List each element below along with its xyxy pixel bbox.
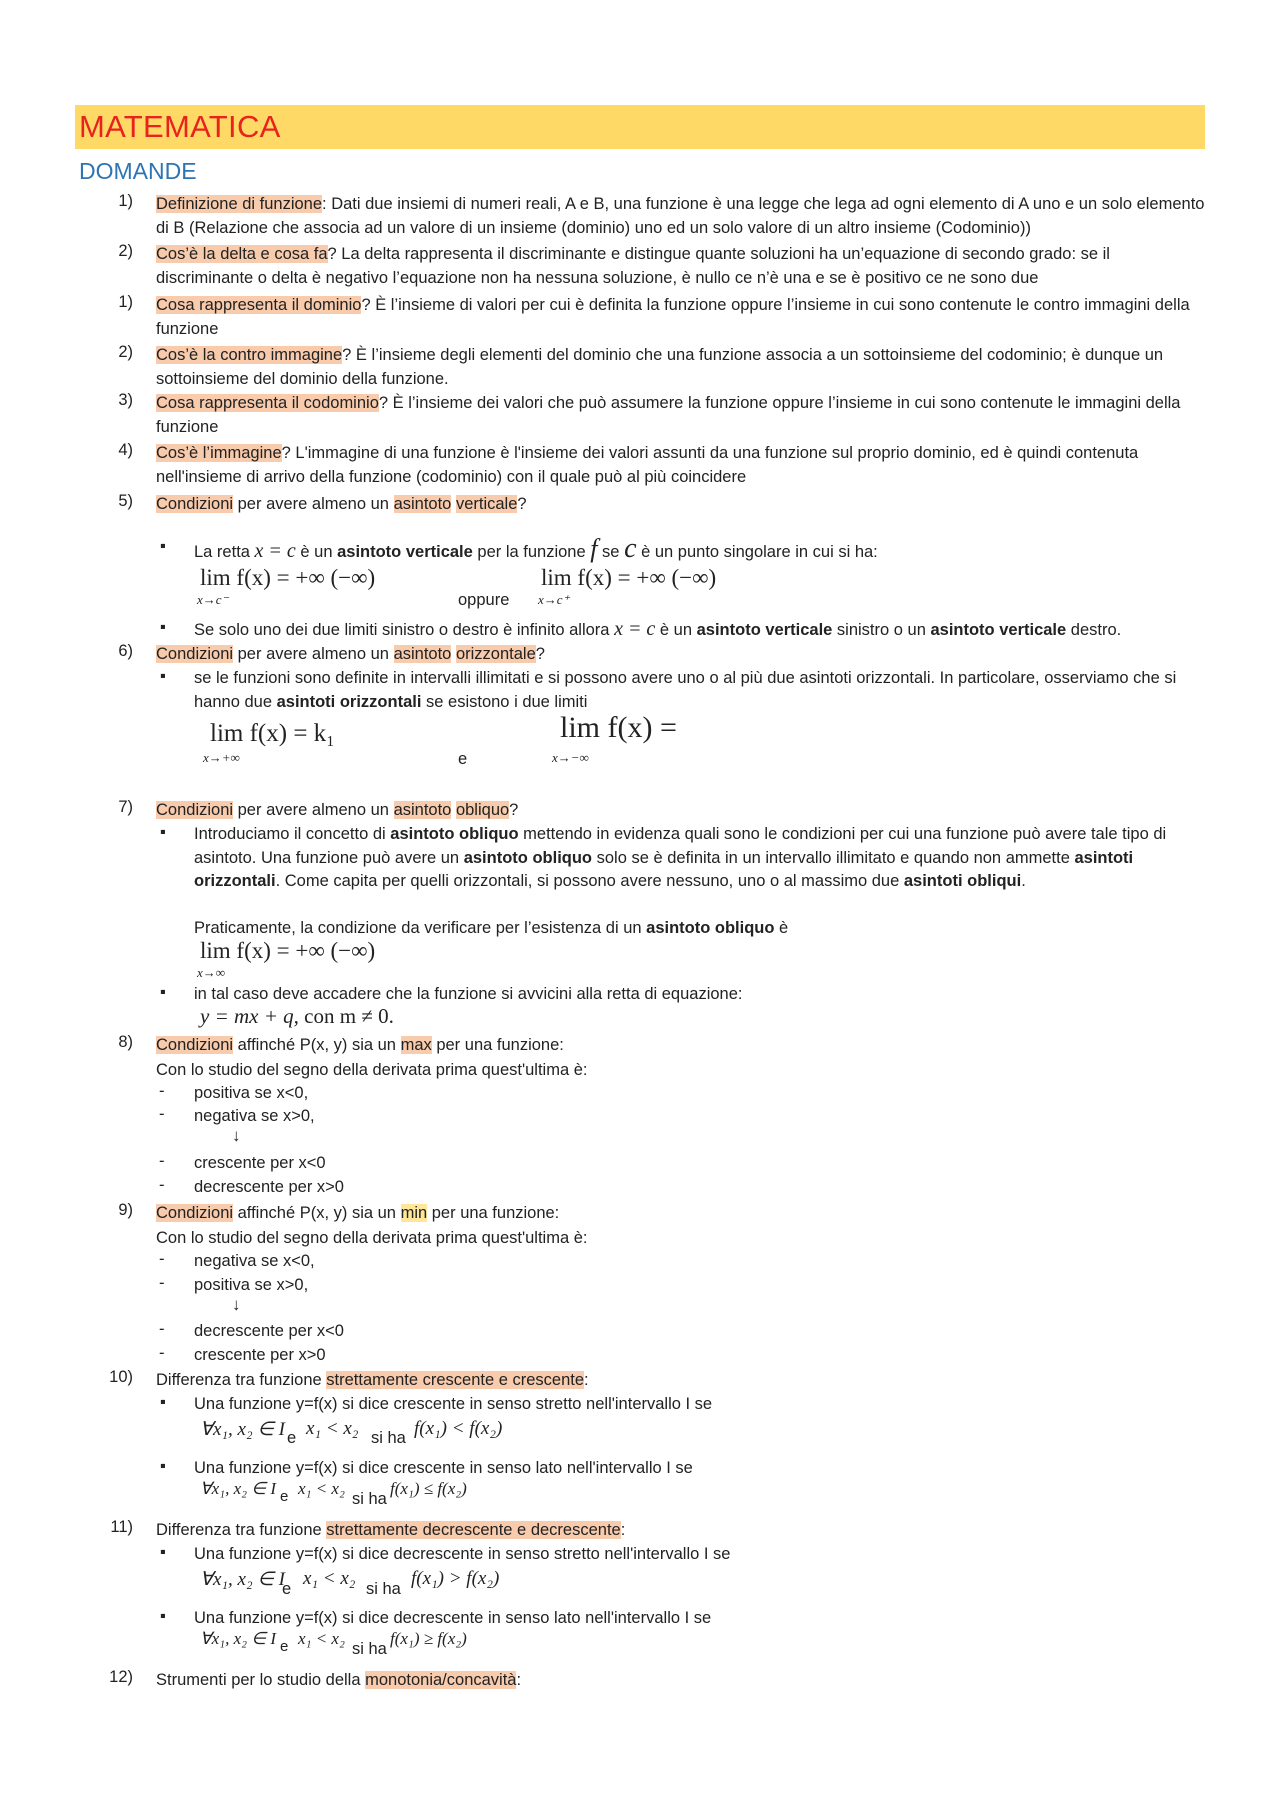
bullet-icon: ▪ xyxy=(160,1607,166,1625)
bullet-text xyxy=(194,823,1204,894)
text: : xyxy=(584,1371,589,1389)
text: per avere almeno un xyxy=(233,495,394,513)
math-formula: x₁ < x₂ xyxy=(306,1418,359,1439)
text: è un xyxy=(655,621,697,639)
bullet-icon: ▪ xyxy=(160,983,166,1001)
connector-text: si ha xyxy=(352,1490,387,1508)
text: Praticamente, la condizione da verificare per l’esistenza di un xyxy=(194,919,647,937)
list-item: positiva se x>0, xyxy=(194,1276,309,1294)
list-item: crescente per x>0 xyxy=(194,1346,326,1364)
item-number: 4) xyxy=(118,441,133,459)
text: se xyxy=(597,543,625,561)
connector-text: si ha xyxy=(352,1640,387,1658)
bold-term: asintoto verticale xyxy=(930,621,1067,639)
highlight-word: asintoto xyxy=(393,801,452,819)
limit-expression: lim f(x) = +∞ (−∞) xyxy=(200,565,376,590)
text: . xyxy=(1021,872,1026,890)
text: ? xyxy=(535,645,545,663)
limit-expression: lim f(x) = +∞ (−∞) xyxy=(200,938,376,963)
limit-subscript: x→−∞ xyxy=(552,750,589,765)
math-formula: ∀x₁, x₂ ∈ I xyxy=(200,1479,277,1498)
answer-text: ? È l’insieme dei valori che può assumere la funzione oppure l’insieme in cui sono contenute le immagini della funzione xyxy=(156,394,1181,436)
math-inline: c xyxy=(624,533,637,564)
limit-subscript: x→∞ xyxy=(197,965,226,980)
bold-term: asintoti orizzontali xyxy=(194,848,1134,890)
answer-text: ? È l’insieme di valori per cui è definita la funzione oppure l’insieme in cui sono contenute le contro immagini della funzione xyxy=(156,296,1190,338)
dash-icon: - xyxy=(159,1274,165,1292)
text: affinché P(x, y) sia un xyxy=(233,1036,401,1054)
math-formula: ∀x₁, x₂ ∈ I xyxy=(200,1419,285,1440)
item-number: 3) xyxy=(118,391,133,409)
bullet-text xyxy=(194,618,1224,643)
text: per la funzione xyxy=(472,543,591,561)
list-item: negativa se x>0, xyxy=(194,1107,315,1125)
text: ? xyxy=(509,801,519,819)
bold-term: asintoti obliqui xyxy=(903,872,1022,890)
question-definizione-funzione xyxy=(156,192,1206,240)
bullet-text xyxy=(194,533,1204,565)
connector-text: si ha xyxy=(371,1429,406,1447)
dash-icon: - xyxy=(159,1152,165,1170)
arrow-down-icon: ↓ xyxy=(232,1126,241,1145)
list-item: positiva se x<0, xyxy=(194,1084,309,1102)
text: è un xyxy=(295,543,338,561)
question-asintoto-verticale xyxy=(156,492,1206,516)
question-contro-immagine xyxy=(156,343,1206,391)
question-asintoto-orizzontale xyxy=(156,642,1206,666)
text: se esistono i due limiti xyxy=(421,692,588,711)
text: Se solo uno dei due limiti sinistro o destro è infinito allora xyxy=(194,621,615,639)
bold-term: asintoto verticale xyxy=(696,621,833,639)
question-monotonia xyxy=(156,1668,1206,1692)
bullet-text: Una funzione y=f(x) si dice decrescente in senso stretto nell'intervallo I se xyxy=(194,1545,731,1563)
intro-text: Con lo studio del segno della derivata prima quest'ultima è: xyxy=(156,1061,588,1079)
highlight-word: max xyxy=(400,1036,432,1054)
text: Introduciamo il concetto di xyxy=(194,825,391,843)
question-dominio xyxy=(156,293,1206,341)
text: per una funzione: xyxy=(427,1204,560,1222)
connector-text: si ha xyxy=(366,1580,401,1598)
question-label: Cosa rappresenta il codominio xyxy=(156,394,379,412)
item-number: 2) xyxy=(118,343,133,361)
item-number: 2) xyxy=(118,242,133,260)
highlight-word: strettamente decrescente e decrescente xyxy=(326,1521,621,1539)
bullet-icon: ▪ xyxy=(160,1543,166,1561)
text: è un punto singolare in cui si ha: xyxy=(636,543,878,561)
page-title: MATEMATICA xyxy=(79,109,281,144)
connector-text: oppure xyxy=(458,591,510,609)
highlight-word: strettamente crescente e crescente xyxy=(326,1371,585,1389)
bullet-text: in tal caso deve accadere che la funzione si avvicini alla retta di equazione: xyxy=(194,985,743,1003)
math-formula: f(x₁) ≥ f(x₂) xyxy=(390,1629,467,1648)
highlight-word: orizzontale xyxy=(455,645,536,663)
bold-term: asintoto verticale xyxy=(337,543,473,561)
question-crescente xyxy=(156,1368,1206,1392)
question-immagine xyxy=(156,441,1206,489)
limit-subscript: x→c⁻ xyxy=(197,592,229,607)
question-label: Cos’è la delta e cosa fa xyxy=(156,245,328,263)
text: mettendo in evidenza quali sono le condizioni per cui una funzione può avere tale tipo di asintoto. Una funzione può avere un xyxy=(194,825,1167,867)
dash-icon: - xyxy=(159,1250,165,1268)
text: affinché P(x, y) sia un xyxy=(233,1204,401,1222)
answer-text: ? È l’insieme degli elementi del dominio che una funzione associa a un sottoinsieme del codominio; è dunque un sottoinsieme del dominio della funzione. xyxy=(156,346,1164,388)
highlight-word: verticale xyxy=(455,495,518,513)
question-max xyxy=(156,1033,1206,1057)
text: è xyxy=(774,919,789,937)
bullet-icon: ▪ xyxy=(160,618,166,636)
question-asintoto-obliquo xyxy=(156,798,1206,822)
list-item: negativa se x<0, xyxy=(194,1252,315,1270)
limit-expression: lim f(x) = k₁ xyxy=(210,720,335,747)
highlight-word: Condizioni xyxy=(156,1036,234,1054)
connector-text: e xyxy=(287,1429,297,1447)
item-number: 10) xyxy=(109,1368,133,1386)
bullet-icon: ▪ xyxy=(160,823,166,841)
bullet-icon: ▪ xyxy=(160,1457,166,1475)
item-number: 5) xyxy=(118,492,133,510)
answer-text: : Dati due insiemi di numeri reali, A e B, una funzione è una legge che lega ad ogni elemento di A uno e un solo elemento di B (Relazione che associa ad un valore di un insieme (dominio) uno ed un solo valore di un altro insieme (Codominio)) xyxy=(156,195,1205,237)
question-label: Definizione di funzione xyxy=(156,195,323,213)
list-item: decrescente per x>0 xyxy=(194,1178,344,1196)
connector-text: e xyxy=(458,750,468,768)
list-item: crescente per x<0 xyxy=(194,1154,326,1172)
limit-subscript: x→+∞ xyxy=(203,750,240,765)
question-label: Cosa rappresenta il dominio xyxy=(156,296,362,314)
text: se le funzioni sono definite in intervalli illimitati e si possono avere uno o al più due asintoti orizzontali. In particolare, osserviamo che si hanno due xyxy=(194,669,1177,711)
dash-icon: - xyxy=(159,1344,165,1362)
text: per avere almeno un xyxy=(233,645,394,663)
question-label: Cos’è l’immagine xyxy=(156,444,282,462)
math-formula: f(x₁) < f(x₂) xyxy=(414,1418,503,1439)
title-banner xyxy=(75,105,1205,149)
bold-term: asintoto obliquo xyxy=(463,848,593,867)
dash-icon: - xyxy=(159,1082,165,1100)
connector-text: e xyxy=(280,1488,289,1505)
bullet-icon: ▪ xyxy=(160,667,166,685)
text: Strumenti per lo studio della xyxy=(156,1671,366,1689)
intro-text: Con lo studio del segno della derivata prima quest'ultima è: xyxy=(156,1229,588,1247)
answer-text: ? L'immagine di una funzione è l'insieme dei valori assunti da una funzione sul proprio dominio, ed è quindi contenuta nell'insieme di arrivo della funzione (codominio) con il quale può al più coincidere xyxy=(156,444,1139,486)
item-number: 8) xyxy=(118,1033,133,1051)
highlight-word: asintoto xyxy=(393,495,452,513)
item-number: 9) xyxy=(118,1201,133,1219)
highlight-word: Condizioni xyxy=(156,1204,234,1222)
bullet-text xyxy=(194,667,1204,714)
dash-icon: - xyxy=(159,1105,165,1123)
math-inline: con m ≠ 0. xyxy=(304,1004,394,1028)
math-formula: ∀x₁, x₂ ∈ I xyxy=(200,1629,277,1648)
bullet-text: Una funzione y=f(x) si dice decrescente in senso lato nell'intervallo I se xyxy=(194,1609,712,1627)
item-number: 1) xyxy=(118,192,133,210)
bullet-icon: ▪ xyxy=(160,537,166,555)
limit-expression: lim f(x) = xyxy=(560,711,677,744)
item-number: 11) xyxy=(110,1518,133,1536)
math-formula: x₁ < x₂ xyxy=(303,1568,356,1589)
bold-term: asintoto obliquo xyxy=(390,825,519,843)
bullet-text: Una funzione y=f(x) si dice crescente in senso lato nell'intervallo I se xyxy=(194,1459,693,1477)
limit-subscript: x→c⁺ xyxy=(538,592,570,607)
math-formula: x₁ < x₂ xyxy=(298,1479,345,1498)
math-inline: f xyxy=(590,534,598,563)
math-formula: f(x₁) > f(x₂) xyxy=(411,1568,500,1589)
bold-term: asintoto obliquo xyxy=(646,919,775,937)
item-number: 12) xyxy=(109,1668,133,1686)
dash-icon: - xyxy=(159,1320,165,1338)
highlight-word: Condizioni xyxy=(156,801,234,819)
text: ? xyxy=(517,495,527,513)
limit-expression: lim f(x) = +∞ (−∞) xyxy=(541,565,717,590)
text: destro. xyxy=(1066,621,1122,639)
text: Differenza tra funzione xyxy=(156,1521,327,1539)
connector-text: e xyxy=(282,1580,292,1598)
dash-icon: - xyxy=(159,1176,165,1194)
highlight-word: obliquo xyxy=(455,801,510,819)
highlight-word: min xyxy=(400,1204,428,1222)
math-inline: x = c xyxy=(254,540,296,562)
text: per avere almeno un xyxy=(233,801,394,819)
text: : xyxy=(516,1671,522,1689)
question-decrescente xyxy=(156,1518,1206,1542)
question-label: Cos’è la contro immagine xyxy=(156,346,343,364)
highlight-word: Condizioni xyxy=(156,495,234,513)
item-number: 1) xyxy=(118,293,133,311)
question-delta xyxy=(156,242,1206,290)
section-heading: DOMANDE xyxy=(79,158,197,184)
question-min xyxy=(156,1201,1206,1225)
highlight-word: asintoto xyxy=(393,645,452,663)
text: . Come capita per quelli orizzontali, si possono avere nessuno, uno o al massimo due xyxy=(275,872,904,890)
item-number: 7) xyxy=(118,798,133,816)
text: : xyxy=(620,1521,626,1539)
math-inline: y = mx + q, xyxy=(200,1004,299,1028)
equation xyxy=(200,1004,394,1029)
text: per una funzione: xyxy=(431,1036,564,1054)
bold-term: asintoti orizzontali xyxy=(276,692,422,711)
answer-text: ? La delta rappresenta il discriminante e distingue quante soluzioni ha un’equazione di secondo grado: se il discriminante o delta è negativo l’equazione non ha nessuna soluzione, è nullo ce n’è una e se è positivo ce ne sono due xyxy=(156,245,1110,287)
bullet-text: Una funzione y=f(x) si dice crescente in senso stretto nell'intervallo I se xyxy=(194,1395,713,1413)
item-number: 6) xyxy=(118,642,133,660)
bullet-icon: ▪ xyxy=(160,1393,166,1411)
connector-text: e xyxy=(280,1638,289,1655)
text: Differenza tra funzione xyxy=(156,1371,327,1389)
bullet-text-continued xyxy=(194,917,1204,941)
math-formula: ∀x₁, x₂ ∈ I xyxy=(200,1569,285,1590)
math-inline: x = c xyxy=(614,618,656,640)
question-codominio xyxy=(156,391,1206,439)
highlight-word: monotonia/concavità xyxy=(365,1671,517,1689)
arrow-down-icon: ↓ xyxy=(232,1295,241,1314)
text: solo se è definita in un intervallo illimitato e quando non ammette xyxy=(592,848,1075,867)
list-item: decrescente per x<0 xyxy=(194,1322,344,1340)
math-formula: f(x₁) ≤ f(x₂) xyxy=(390,1479,467,1498)
highlight-word: Condizioni xyxy=(156,645,234,663)
text: La retta xyxy=(194,543,255,561)
math-formula: x₁ < x₂ xyxy=(298,1629,345,1648)
text: sinistro o un xyxy=(832,621,931,639)
